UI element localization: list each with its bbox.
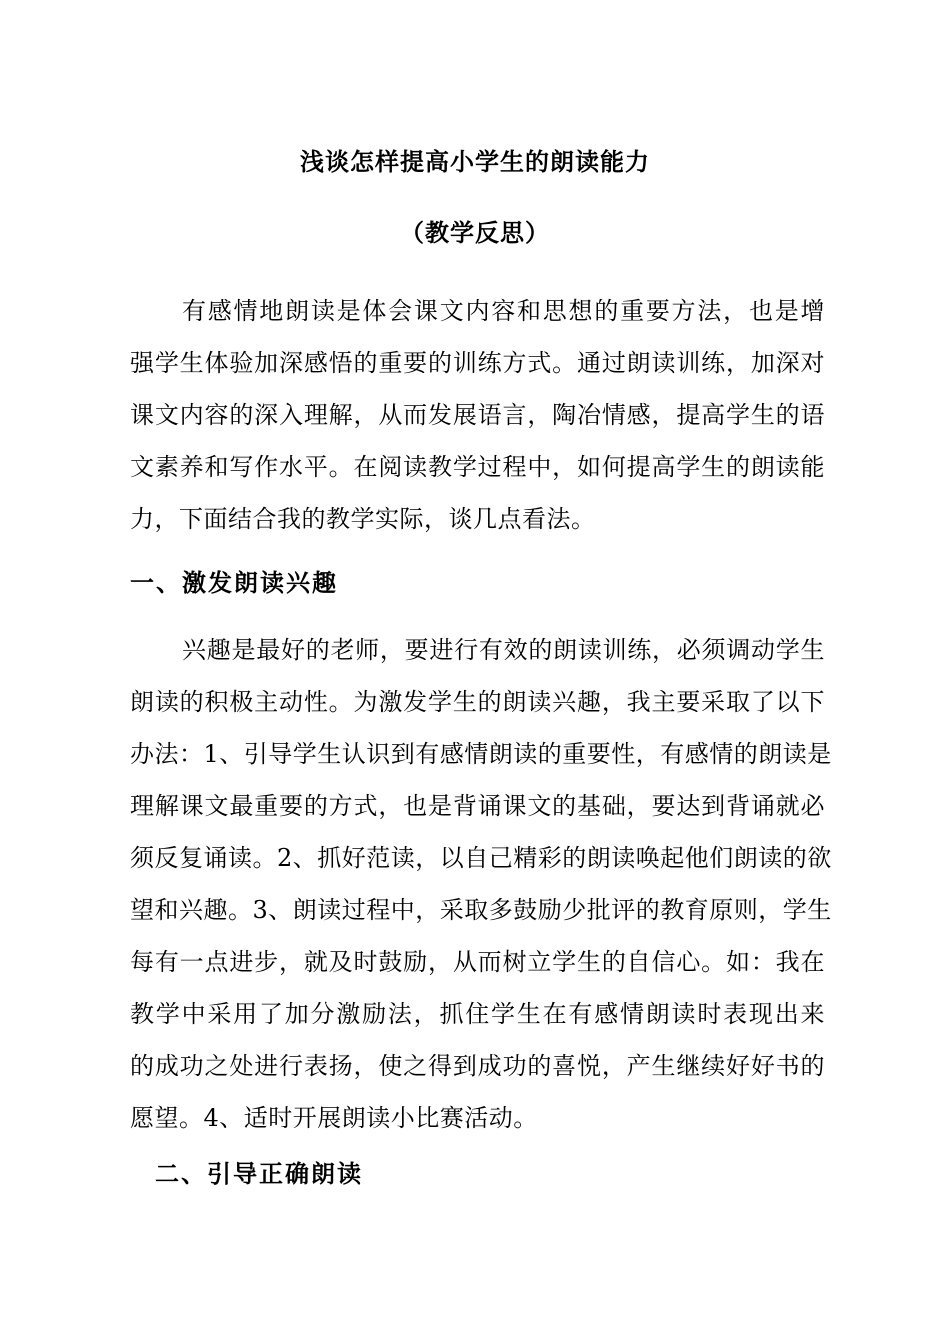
paragraph-line: 理解课文最重要的方式，也是背诵课文的基础，要达到背诵就必 [130, 792, 825, 820]
paragraph-line: 每有一点进步，就及时鼓励，从而树立学生的自信心。如：我在 [130, 948, 825, 976]
paragraph-line: 强学生体验加深感悟的重要的训练方式。通过朗读训练，加深对 [130, 349, 825, 377]
document-title: 浅谈怎样提高小学生的朗读能力 [300, 148, 650, 176]
paragraph-line: 办法：1、引导学生认识到有感情朗读的重要性，有感情的朗读是 [130, 740, 832, 768]
document-subtitle: （教学反思） [400, 219, 550, 247]
paragraph-line: 文素养和写作水平。在阅读教学过程中，如何提高学生的朗读能 [130, 453, 825, 481]
paragraph-line: 愿望。4、适时开展朗读小比赛活动。 [130, 1104, 538, 1132]
paragraph-line: 须反复诵读。2、抓好范读，以自己精彩的朗读唤起他们朗读的欲 [130, 844, 832, 872]
section-heading-1: 一、激发朗读兴趣 [130, 569, 338, 597]
paragraph-line: 有感情地朗读是体会课文内容和思想的重要方法，也是增 [182, 297, 825, 325]
paragraph-line: 力，下面结合我的教学实际，谈几点看法。 [130, 505, 596, 533]
paragraph-line: 课文内容的深入理解，从而发展语言，陶冶情感，提高学生的语 [130, 401, 825, 429]
section-heading-2: 二、引导正确朗读 [155, 1160, 363, 1188]
paragraph-line: 教学中采用了加分激励法，抓住学生在有感情朗读时表现出来 [130, 1000, 825, 1028]
paragraph-line: 兴趣是最好的老师，要进行有效的朗读训练，必须调动学生 [182, 636, 825, 664]
paragraph-line: 朗读的积极主动性。为激发学生的朗读兴趣，我主要采取了以下 [130, 688, 825, 716]
section1-paragraph [130, 624, 832, 1144]
paragraph-line: 望和兴趣。3、朗读过程中，采取多鼓励少批评的教育原则，学生 [130, 896, 832, 924]
intro-paragraph [130, 285, 825, 545]
paragraph-line: 的成功之处进行表扬，使之得到成功的喜悦，产生继续好好书的 [130, 1052, 825, 1080]
